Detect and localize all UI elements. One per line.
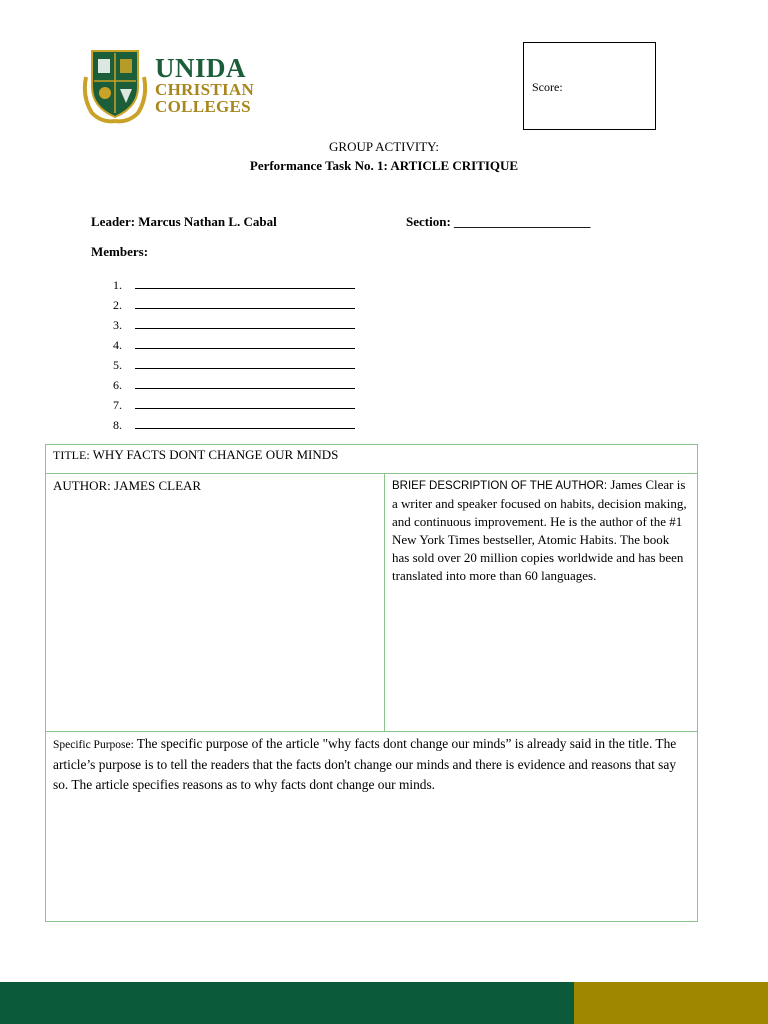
author-label: AUTHOR: bbox=[53, 478, 115, 493]
title-value: WHY FACTS DONT CHANGE OUR MINDS bbox=[92, 447, 339, 462]
member-item-7[interactable]: 7. bbox=[113, 396, 355, 414]
author-description-value: James Clear is a writer and speaker focused on habits, decision making, and continuous improvement. He is the author of the #1 New York Times bestseller, Atomic Habits. The book has sold over 20 million copies worldwide and has been translated into more than 60 languages. bbox=[392, 477, 687, 583]
school-logo bbox=[80, 47, 270, 125]
member-item-6[interactable]: 6. bbox=[113, 376, 355, 394]
member-item-8[interactable]: 8. bbox=[113, 416, 355, 434]
blank-line bbox=[135, 336, 355, 349]
logo-line-2: CHRISTIAN bbox=[155, 80, 255, 99]
score-box[interactable] bbox=[523, 42, 656, 130]
blank-line bbox=[135, 356, 355, 369]
crest-shield-icon bbox=[80, 47, 150, 125]
footer-bar-gold bbox=[574, 982, 768, 1024]
logo-name: UNIDA bbox=[155, 53, 247, 83]
task-heading: Performance Task No. 1: ARTICLE CRITIQUE bbox=[249, 158, 519, 173]
member-item-4[interactable]: 4. bbox=[113, 336, 355, 354]
specific-purpose-label: Specific Purpose: bbox=[53, 739, 137, 751]
blank-line bbox=[135, 316, 355, 329]
blank-line bbox=[135, 396, 355, 409]
members-label: Members: bbox=[91, 244, 149, 259]
member-item-3[interactable]: 3. bbox=[113, 316, 355, 334]
author-description-cell[interactable] bbox=[384, 473, 698, 732]
member-item-5[interactable]: 5. bbox=[113, 356, 355, 374]
blank-line bbox=[135, 276, 355, 289]
blank-line bbox=[135, 416, 355, 429]
title-label: TITLE: bbox=[53, 448, 93, 462]
footer-bar-green bbox=[0, 982, 574, 1024]
score-label: Score: bbox=[532, 80, 563, 94]
specific-purpose-cell[interactable] bbox=[45, 731, 698, 922]
title-cell[interactable] bbox=[45, 444, 698, 474]
member-item-2[interactable]: 2. bbox=[113, 296, 355, 314]
author-value: JAMES CLEAR bbox=[114, 478, 202, 493]
section-field[interactable]: Section: _____________________ bbox=[406, 214, 591, 229]
member-item-1[interactable]: 1. bbox=[113, 276, 355, 294]
author-description-label: BRIEF DESCRIPTION OF THE AUTHOR: bbox=[392, 480, 611, 492]
specific-purpose-value: The specific purpose of the article "why facts dont change our minds” is already said in the title. The article’s purpose is to tell the readers that the facts don't change our minds and there is evidence and reasons that say so. The article specifies reasons as to why facts dont change our minds. bbox=[53, 736, 677, 792]
blank-line bbox=[135, 296, 355, 309]
logo-line-3: COLLEGES bbox=[155, 97, 251, 116]
leader-line: Leader: Marcus Nathan L. Cabal bbox=[91, 214, 277, 229]
blank-line bbox=[135, 376, 355, 389]
activity-heading: GROUP ACTIVITY: bbox=[329, 139, 439, 154]
author-cell[interactable] bbox=[45, 473, 385, 732]
